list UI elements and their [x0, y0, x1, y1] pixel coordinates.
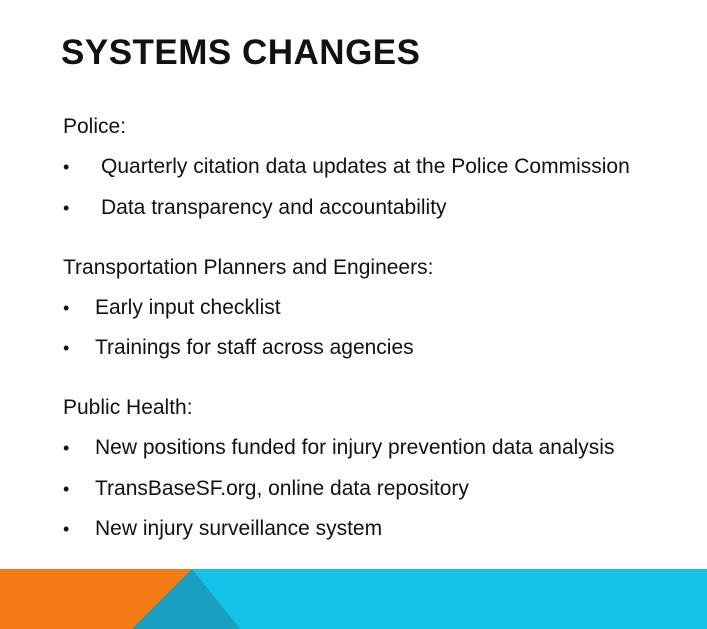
slide-title: SYSTEMS CHANGES — [61, 33, 421, 72]
bullet-marker: • — [63, 338, 70, 358]
bullet-marker: • — [63, 298, 70, 318]
list-item: Early input checklist — [95, 296, 281, 319]
bullet-marker: • — [63, 198, 70, 218]
bullet-marker: • — [63, 479, 70, 499]
section-heading-police: Police: — [63, 115, 127, 138]
section-heading-transportation: Transportation Planners and Engineers: — [63, 256, 434, 279]
list-item: Quarterly citation data updates at the Police Commission — [101, 155, 630, 178]
list-item: Data transparency and accountability — [101, 196, 447, 219]
list-item: Trainings for staff across agencies — [95, 336, 414, 359]
bullet-marker: • — [63, 519, 70, 539]
bullet-marker: • — [63, 438, 70, 458]
list-item: TransBaseSF.org, online data repository — [95, 477, 469, 500]
footer-decorative-band — [0, 569, 707, 629]
list-item: New positions funded for injury prevention data analysis — [95, 436, 615, 459]
section-heading-public-health: Public Health: — [63, 396, 193, 419]
list-item: New injury surveillance system — [95, 517, 383, 540]
bullet-marker: • — [63, 157, 70, 177]
